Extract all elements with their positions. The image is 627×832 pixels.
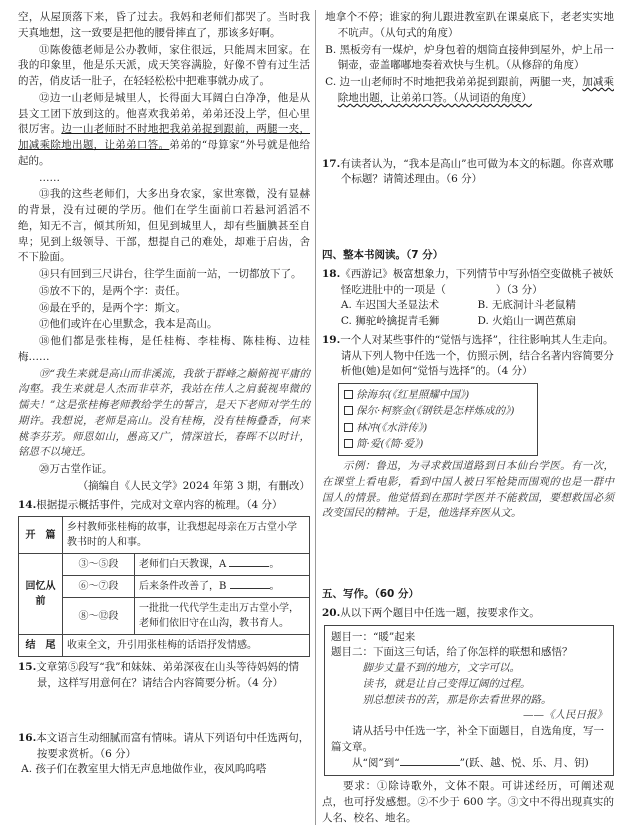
quote-line-1: 脚步丈量不到的地方，文字可以。	[362, 662, 520, 675]
q16-number: 16.	[18, 731, 37, 744]
blank-b[interactable]	[230, 579, 270, 589]
para-12-a: ⑫边一山老师是城里人，长得面大耳阔白白净净，他是从县文工团下放到这的。他喜欢我弟弟，弟弟还没上学，但心里很厉害。	[18, 91, 310, 136]
q18-option-d[interactable]: D. 火焰山一调芭蕉扇	[477, 315, 577, 327]
q14-number: 14.	[18, 498, 37, 511]
section-4-heading: 四、整本书阅读。（7 分）	[322, 249, 444, 261]
q16-option-a-cont: 地拿个不停；谁家的狗儿跟进教室趴在课桌底下，老老实实地不吭声。（从句式的角度）	[325, 11, 614, 39]
q16-option-c: C. 边一山老师时不时地把我弟弟捉到跟前，两腿一夹，加减乘除地出题，让弟弟口答。（从词语的角度）	[325, 76, 614, 104]
topic-2: 题目二：下面这三句话，给了你怎样的联想和感悟？	[331, 646, 573, 659]
quote-line-2: 读书，就是让自己变得辽阔的过程。	[362, 677, 531, 690]
question-16	[18, 731, 310, 763]
q20-text: 从以下两个题目中任选一题，按要求作文。	[340, 606, 540, 619]
para-15: ⑮放不下的，是两个字：责任。	[39, 284, 186, 297]
para-12-b: 弟弟的“母算家”外号就是他给起的。	[18, 139, 310, 167]
column-divider	[315, 10, 316, 825]
para-12-underlined: 边一山老师时不时地把我弟弟捉到跟前，两腿一夹，加减乘除地出题，让弟弟口答。	[18, 123, 311, 151]
para-13: ⑬我的这些老师们，大多出身农家，家世寒微，没有显赫的背景，没有过硬的学历。他们在学生面前口若悬河滔滔不绝，知无不言，倾其所知，但见到城里人，却有些腼腆甚至自卑；见到上级领导、干部，想提自己的难处，却难于启齿，舍不下脸面。	[18, 188, 310, 264]
section-5-heading: 五、写作。（60 分）	[322, 588, 420, 601]
para-14: ⑭只有回到三尺讲台，往学生面前一站，一切都放下了。	[39, 268, 302, 280]
checkbox-icon[interactable]	[344, 439, 353, 448]
quote-line-3: 别总想读书的苦，那是你去看世界的路。	[362, 693, 552, 706]
answer-space-19[interactable]	[322, 523, 614, 581]
question-14	[18, 498, 310, 514]
answer-space-16[interactable]	[322, 108, 614, 154]
outline-table	[18, 516, 310, 657]
q17-number: 17.	[322, 157, 341, 170]
q20-number: 20.	[322, 606, 341, 619]
ellipsis: ……	[39, 171, 60, 184]
left-column	[18, 10, 310, 779]
q19-number: 19.	[322, 333, 341, 346]
table-row	[19, 576, 310, 598]
segment-8-12: ⑧～⑫段	[63, 598, 135, 635]
quote-source: ——《人民日报》	[523, 709, 607, 722]
right-column	[322, 10, 614, 828]
topic-instruction: 请从括号中任选一字，补全下面题目，自选角度，写一篇文章。	[331, 725, 604, 753]
q16-option-c-wavy: 加减乘除地出题，让弟弟口答。（从词语的角度）	[337, 76, 614, 104]
q16-text: 本文语言生动细腻而富有情味。请从下列语句中任选两句，按要求赏析。（6 分）	[36, 731, 310, 760]
question-17	[322, 157, 614, 189]
q18-option-a[interactable]: A. 车迟国大圣显法术	[340, 299, 440, 312]
table-row	[19, 517, 310, 554]
question-15	[18, 660, 310, 692]
segment-3-5: ③～⑤段	[63, 554, 135, 576]
q17-text: 有读者认为，“我本是高山”也可做为本文的标题。你喜欢哪个标题？请简述理由。（6 分）	[340, 157, 614, 186]
row-content-8-12: 一批批一代代学生走出万古堂小学，老师们依旧守在山沟，教书育人。	[135, 598, 310, 635]
choice-item[interactable]: 徐海东(《红星照耀中国》)	[344, 387, 532, 403]
checkbox-icon[interactable]	[344, 423, 353, 432]
row-head-opening: 开 篇	[19, 517, 63, 554]
para-17: ⑰他们或许在心里默念，我本是高山。	[39, 318, 218, 331]
row-content-opening: 乡村教师张桂梅的故事，让我想起母亲在万古堂小学教书时的人和事。	[63, 517, 310, 554]
topic-fill: 从“阅”到“ ”(跃、越、悦、乐、月、钥)	[352, 756, 589, 769]
q15-text: 文章第⑤段写“我”和妹妹、弟弟深夜在山头等待妈妈的情景，这样写用意何在？请结合内容简要分析。（4 分）	[36, 661, 300, 689]
q18-text: 《西游记》极富想象力，下列情节中写孙悟空变做桃子被妖怪吃进肚中的一项是	[340, 267, 614, 296]
answer-space-15[interactable]	[18, 692, 310, 728]
row-head-ending: 结 尾	[19, 635, 63, 657]
checkbox-icon[interactable]	[344, 406, 353, 415]
q14-text: 根据提示概括事件，完成对文章内容的梳理。（4 分）	[36, 498, 283, 511]
question-18: 18.《西游记》极富想象力，下列情节中写孙悟空变做桃子被妖怪吃进肚中的一项是（ ）（3 分）	[322, 267, 614, 296]
q18-score: （3 分）	[506, 283, 543, 296]
question-19	[322, 333, 614, 380]
para-12	[18, 91, 310, 170]
row-head-recall: 回忆从前	[19, 554, 63, 635]
row-content-ending: 收束全文，升引用张桂梅的话语抒发情感。	[63, 635, 310, 657]
q20-topic-box	[324, 625, 614, 777]
q16-option-b: B. 黑板旁有一煤炉，炉身包着的烟筒直接伸到屋外，炉上吊一铜壶，壶盖嘟嘟地奏着欢快与生机。（从修辞的角度）	[325, 43, 614, 72]
choice-item[interactable]: 保尔·柯察金(《钢铁是怎样炼成的》)	[344, 403, 532, 419]
topic-fill-blank[interactable]	[400, 756, 460, 766]
q18-number: 18.	[322, 267, 341, 280]
checkbox-icon[interactable]	[344, 390, 353, 399]
table-row	[19, 598, 310, 635]
choice-item[interactable]: 林冲(《水浒传》)	[344, 420, 532, 436]
q19-choice-box	[338, 383, 538, 456]
answer-cell-a[interactable]: 老师们白天教课，A 。	[135, 554, 310, 576]
choice-item[interactable]: 简·爱(《简·爱》)	[344, 436, 532, 452]
q18-options	[322, 298, 614, 330]
q15-number: 15.	[18, 661, 37, 674]
q19-text: 一个人对某些事件的“觉悟与选择”，往往影响其人生走向。请从下列人物中任选一个，仿照示例，结合名著内容简要分析他(她)是如何“觉悟与选择”的。（4 分）	[340, 333, 614, 378]
table-row	[19, 554, 310, 576]
question-20	[322, 606, 614, 622]
blank-a[interactable]	[229, 557, 269, 567]
para-19: ⑲“我生来就是高山而非溪流，我欲于群峰之巅俯视平庸的沟壑。我生来就是人杰而非草芥，我站在伟人之肩藐视卑微的懦夫！”这是张桂梅老师教给学生的誓言，是天下老师对学生的期许。我想说，老师是高山。没有桂梅，没有桂梅叠香，何来桃李芬芳。师恩如山，愚高又广，情深谊长，春晖不以时计，铭恩不以境迁。	[18, 367, 310, 459]
q16-option-a: A. 孩子们在教室里大悄无声息地做作业，夜风呜呜嗒	[21, 763, 267, 776]
segment-6-7: ⑥～⑦段	[63, 576, 135, 598]
para-16: ⑯最在乎的，是两个字：斯文。	[39, 301, 186, 314]
q18-option-c[interactable]: C. 狮驼岭擒捉青毛狮	[340, 315, 440, 327]
q20-requirements: 要求：①除诗歌外，文体不限。可讲述经历，可阐述观点，也可抒发感想。②不少于 600 字。③文中不得出现真实的人名、校名、地名。	[322, 780, 614, 824]
para-18: ⑱他们都是张桂梅，是任桂梅、李桂梅、陈桂梅、边桂梅……	[18, 335, 310, 363]
topic-1: 题目一：“暖”起来	[331, 630, 416, 643]
answer-space-17[interactable]	[322, 188, 614, 242]
para-11: ⑪陈俊德老师是公办教师，家住很远，只能周末回家。在我的印象里，他是乐天派，成天笑容满脸，好像不曾有过生活的苦，俏皮话一肚子，在轻轻松松中把难事就办成了。	[18, 43, 310, 87]
para-20: ⑳万古堂作证。	[39, 463, 113, 475]
table-row	[19, 635, 310, 657]
para-top: 空，从屋顶落下来，昏了过去。我妈和老师们都哭了。当时我天真地想，这一致要是把他的腰骨摔直了，那该多好啊。	[18, 11, 310, 39]
answer-cell-b[interactable]: 后来条件改善了，B 。	[135, 576, 310, 598]
q18-option-b[interactable]: B. 无底洞计斗老鼠精	[477, 299, 576, 312]
source-note: （摘编自《人民文学》2024 年第 3 期，有删改）	[77, 479, 310, 492]
q19-example: 示例：鲁迅，为寻求救国道路到日本仙台学医。有一次，在课堂上看电影，看到中国人被日军枪毙而围观的也是一群中国人的情景。他觉悟到在那时学医并不能救国，要想救国必须改变国民的精神。于是，他选择弃医从文。	[322, 460, 614, 520]
